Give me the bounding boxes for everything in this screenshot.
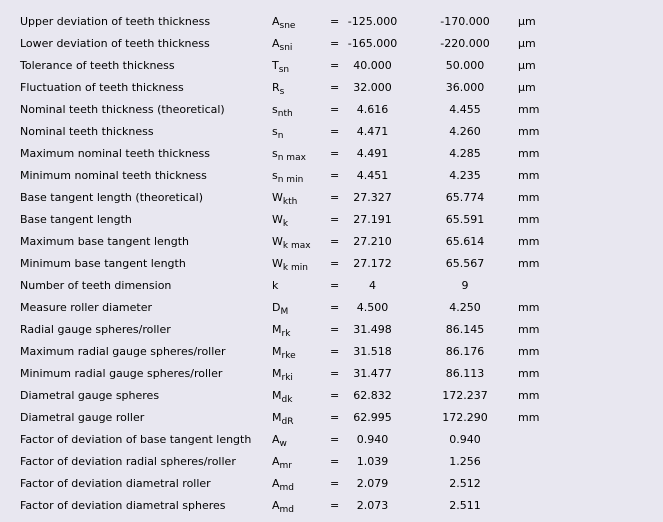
symbol-base: s	[272, 125, 278, 138]
unit-label: mm	[518, 367, 540, 380]
parameter-name: Maximum base tangent length	[20, 235, 190, 248]
unit-label: mm	[518, 169, 540, 182]
equals-sign: =	[330, 169, 340, 182]
value-gear-2: 36.000	[445, 81, 485, 94]
unit-label: mm	[518, 125, 540, 138]
value-gear-2: 50.000	[445, 59, 485, 72]
unit-label: mm	[518, 147, 540, 160]
symbol-subscript: kth	[282, 197, 298, 207]
value-gear-1: 4.616	[356, 103, 389, 116]
parameter-symbol	[272, 455, 292, 469]
parameter-symbol	[272, 499, 294, 513]
symbol-base: k	[272, 279, 279, 292]
equals-sign: =	[330, 147, 340, 160]
symbol-subscript: nth	[277, 109, 293, 119]
unit-label: mm	[518, 301, 540, 314]
equals-sign: =	[330, 455, 340, 468]
parameter-symbol	[272, 59, 289, 73]
table-row	[0, 499, 663, 521]
parameter-name: Nominal teeth thickness	[20, 125, 154, 138]
value-gear-1: 4.491	[356, 147, 389, 160]
parameter-symbol	[272, 191, 297, 205]
parameter-symbol	[272, 15, 295, 29]
unit-label: mm	[518, 235, 540, 248]
value-gear-1: 0.940	[356, 433, 389, 446]
unit-label: mm	[518, 257, 540, 270]
equals-sign: =	[330, 191, 340, 204]
value-gear-1: 31.477	[353, 367, 392, 380]
value-gear-2: 1.256	[449, 455, 481, 468]
value-gear-1: 62.995	[353, 411, 392, 424]
symbol-base: M	[272, 389, 282, 402]
table-row	[0, 15, 663, 37]
table-row	[0, 323, 663, 345]
symbol-subscript: k	[282, 219, 289, 229]
symbol-subscript: n max	[277, 153, 306, 163]
value-gear-1: 31.518	[353, 345, 392, 358]
symbol-base: s	[272, 169, 278, 182]
value-gear-2: 172.237	[442, 389, 488, 402]
symbol-base: A	[272, 37, 280, 50]
value-gear-2: 4.285	[449, 147, 481, 160]
symbol-subscript: mr	[279, 461, 292, 471]
parameter-name: Factor of deviation radial spheres/roller	[20, 455, 236, 468]
table-row	[0, 169, 663, 191]
parameter-symbol	[272, 257, 308, 271]
value-gear-2: 4.260	[449, 125, 481, 138]
table-row	[0, 59, 663, 81]
equals-sign: =	[330, 477, 340, 490]
parameter-name: Minimum radial gauge spheres/roller	[20, 367, 223, 380]
parameter-name: Nominal teeth thickness (theoretical)	[20, 103, 225, 116]
unit-label: mm	[518, 345, 540, 358]
symbol-base: A	[272, 455, 280, 468]
parameter-name: Factor of deviation diametral spheres	[20, 499, 226, 512]
parameter-name: Fluctuation of teeth thickness	[20, 81, 184, 94]
symbol-subscript: k min	[282, 263, 308, 273]
table-row	[0, 367, 663, 389]
parameter-symbol	[272, 323, 290, 337]
parameter-symbol	[272, 125, 283, 139]
parameter-name: Factor of deviation of base tangent length	[20, 433, 252, 446]
parameter-symbol	[272, 213, 288, 227]
parameter-symbol	[272, 367, 293, 381]
symbol-base: A	[272, 433, 280, 446]
table-row	[0, 389, 663, 411]
symbol-subscript: s	[279, 87, 285, 97]
symbol-base: s	[272, 147, 278, 160]
parameter-symbol	[272, 103, 293, 117]
value-gear-2: 65.614	[445, 235, 485, 248]
table-row	[0, 345, 663, 367]
value-gear-1: 2.073	[356, 499, 389, 512]
parameter-name: Upper deviation of teeth thickness	[20, 15, 211, 28]
equals-sign: =	[330, 433, 340, 446]
symbol-base: A	[272, 499, 280, 512]
parameter-name: Lower deviation of teeth thickness	[20, 37, 210, 50]
parameter-name: Maximum nominal teeth thickness	[20, 147, 211, 160]
value-gear-1: 1.039	[356, 455, 389, 468]
unit-label: mm	[518, 213, 540, 226]
equals-sign: =	[330, 499, 340, 512]
equals-sign: =	[330, 213, 340, 226]
equals-sign: =	[330, 367, 340, 380]
value-gear-2: -170.000	[440, 15, 490, 28]
table-row	[0, 477, 663, 499]
equals-sign: =	[330, 323, 340, 336]
parameter-symbol	[272, 147, 306, 161]
value-gear-1: 4.500	[356, 301, 389, 314]
value-gear-2: 65.567	[445, 257, 485, 270]
symbol-subscript: dk	[281, 395, 293, 405]
symbol-subscript: rke	[281, 351, 296, 361]
parameter-symbol	[272, 345, 296, 359]
table-row	[0, 125, 663, 147]
parameter-symbol	[272, 279, 278, 293]
unit-label: mm	[518, 411, 540, 424]
symbol-base: W	[272, 191, 283, 204]
value-gear-2: 9	[461, 279, 469, 292]
value-gear-2: 86.145	[445, 323, 485, 336]
symbol-subscript: rk	[281, 329, 291, 339]
symbol-subscript: M	[280, 307, 289, 317]
symbol-base: T	[272, 59, 279, 72]
symbol-base: s	[272, 103, 278, 116]
value-gear-1: 32.000	[353, 81, 392, 94]
symbol-base: A	[272, 15, 280, 28]
value-gear-1: 40.000	[353, 59, 392, 72]
parameter-name: Base tangent length	[20, 213, 132, 226]
symbol-base: D	[272, 301, 281, 314]
value-gear-2: 86.176	[445, 345, 485, 358]
symbol-subscript: dR	[281, 417, 294, 427]
symbol-subscript: md	[279, 505, 295, 515]
value-gear-2: 86.113	[445, 367, 485, 380]
value-gear-2: 2.511	[449, 499, 481, 512]
value-gear-2: 4.235	[449, 169, 481, 182]
unit-label: μm	[518, 15, 536, 28]
unit-label: mm	[518, 389, 540, 402]
parameter-symbol	[272, 301, 288, 315]
symbol-subscript: sni	[279, 43, 293, 53]
symbol-base: A	[272, 477, 280, 490]
parameter-symbol	[272, 169, 303, 183]
value-gear-2: -220.000	[440, 37, 490, 50]
equals-sign: =	[330, 389, 340, 402]
parameter-name: Maximum radial gauge spheres/roller	[20, 345, 226, 358]
symbol-base: W	[272, 213, 283, 226]
parameter-symbol	[272, 37, 292, 51]
parameter-symbol	[272, 235, 311, 249]
table-row	[0, 235, 663, 257]
table-row	[0, 37, 663, 59]
table-row	[0, 191, 663, 213]
table-row	[0, 213, 663, 235]
symbol-subscript: n min	[277, 175, 304, 185]
symbol-base: M	[272, 345, 282, 358]
equals-sign: =	[330, 345, 340, 358]
unit-label: mm	[518, 191, 540, 204]
unit-label: μm	[518, 59, 536, 72]
parameter-name: Minimum base tangent length	[20, 257, 186, 270]
equals-sign: =	[330, 37, 340, 50]
value-gear-2: 4.250	[449, 301, 481, 314]
symbol-base: M	[272, 367, 282, 380]
symbol-subscript: w	[279, 439, 287, 449]
value-gear-2: 65.591	[445, 213, 485, 226]
equals-sign: =	[330, 125, 340, 138]
value-gear-1: 27.172	[353, 257, 392, 270]
parameter-symbol	[272, 81, 284, 95]
value-gear-1: 2.079	[356, 477, 389, 490]
value-gear-2: 4.455	[449, 103, 481, 116]
equals-sign: =	[330, 301, 340, 314]
unit-label: μm	[518, 81, 536, 94]
value-gear-1: 4.451	[356, 169, 389, 182]
parameter-name: Measure roller diameter	[20, 301, 153, 314]
parameter-name: Number of teeth dimension	[20, 279, 172, 292]
parameter-symbol	[272, 433, 287, 447]
value-gear-1: -165.000	[347, 37, 398, 50]
table-row	[0, 433, 663, 455]
parameter-name: Diametral gauge spheres	[20, 389, 160, 402]
symbol-base: R	[272, 81, 280, 94]
symbol-subscript: md	[279, 483, 295, 493]
value-gear-1: 27.327	[353, 191, 392, 204]
table-row	[0, 257, 663, 279]
equals-sign: =	[330, 235, 340, 248]
parameter-name: Minimum nominal teeth thickness	[20, 169, 207, 182]
equals-sign: =	[330, 411, 340, 424]
symbol-base: W	[272, 257, 283, 270]
parameter-name: Base tangent length (theoretical)	[20, 191, 204, 204]
equals-sign: =	[330, 59, 340, 72]
equals-sign: =	[330, 257, 340, 270]
symbol-base: M	[272, 411, 282, 424]
parameter-name: Factor of deviation diametral roller	[20, 477, 211, 490]
equals-sign: =	[330, 81, 340, 94]
parameter-name: Tolerance of teeth thickness	[20, 59, 175, 72]
unit-label: μm	[518, 37, 536, 50]
value-gear-1: 27.191	[353, 213, 392, 226]
value-gear-2: 172.290	[442, 411, 488, 424]
table-row	[0, 301, 663, 323]
equals-sign: =	[330, 279, 340, 292]
value-gear-1: -125.000	[347, 15, 398, 28]
symbol-subscript: sn	[278, 65, 290, 75]
table-row	[0, 147, 663, 169]
value-gear-2: 2.512	[449, 477, 481, 490]
value-gear-2: 65.774	[445, 191, 485, 204]
equals-sign: =	[330, 103, 340, 116]
symbol-subscript: rki	[281, 373, 293, 383]
value-gear-2: 0.940	[449, 433, 481, 446]
parameter-symbol	[272, 411, 293, 425]
value-gear-1: 62.832	[353, 389, 392, 402]
table-row	[0, 103, 663, 125]
value-gear-1: 4	[369, 279, 376, 292]
equals-sign: =	[330, 15, 340, 28]
value-gear-1: 31.498	[353, 323, 392, 336]
parameter-symbol	[272, 477, 294, 491]
parameter-name: Radial gauge spheres/roller	[20, 323, 171, 336]
table-row	[0, 81, 663, 103]
symbol-subscript: n	[277, 131, 284, 141]
unit-label: mm	[518, 323, 540, 336]
unit-label: mm	[518, 103, 540, 116]
symbol-subscript: k max	[282, 241, 311, 251]
symbol-subscript: sne	[279, 21, 296, 31]
symbol-base: W	[272, 235, 283, 248]
value-gear-1: 4.471	[356, 125, 389, 138]
parameter-name: Diametral gauge roller	[20, 411, 145, 424]
symbol-base: M	[272, 323, 282, 336]
table-row	[0, 411, 663, 433]
parameter-symbol	[272, 389, 292, 403]
value-gear-1: 27.210	[353, 235, 392, 248]
table-row	[0, 455, 663, 477]
table-row	[0, 279, 663, 301]
